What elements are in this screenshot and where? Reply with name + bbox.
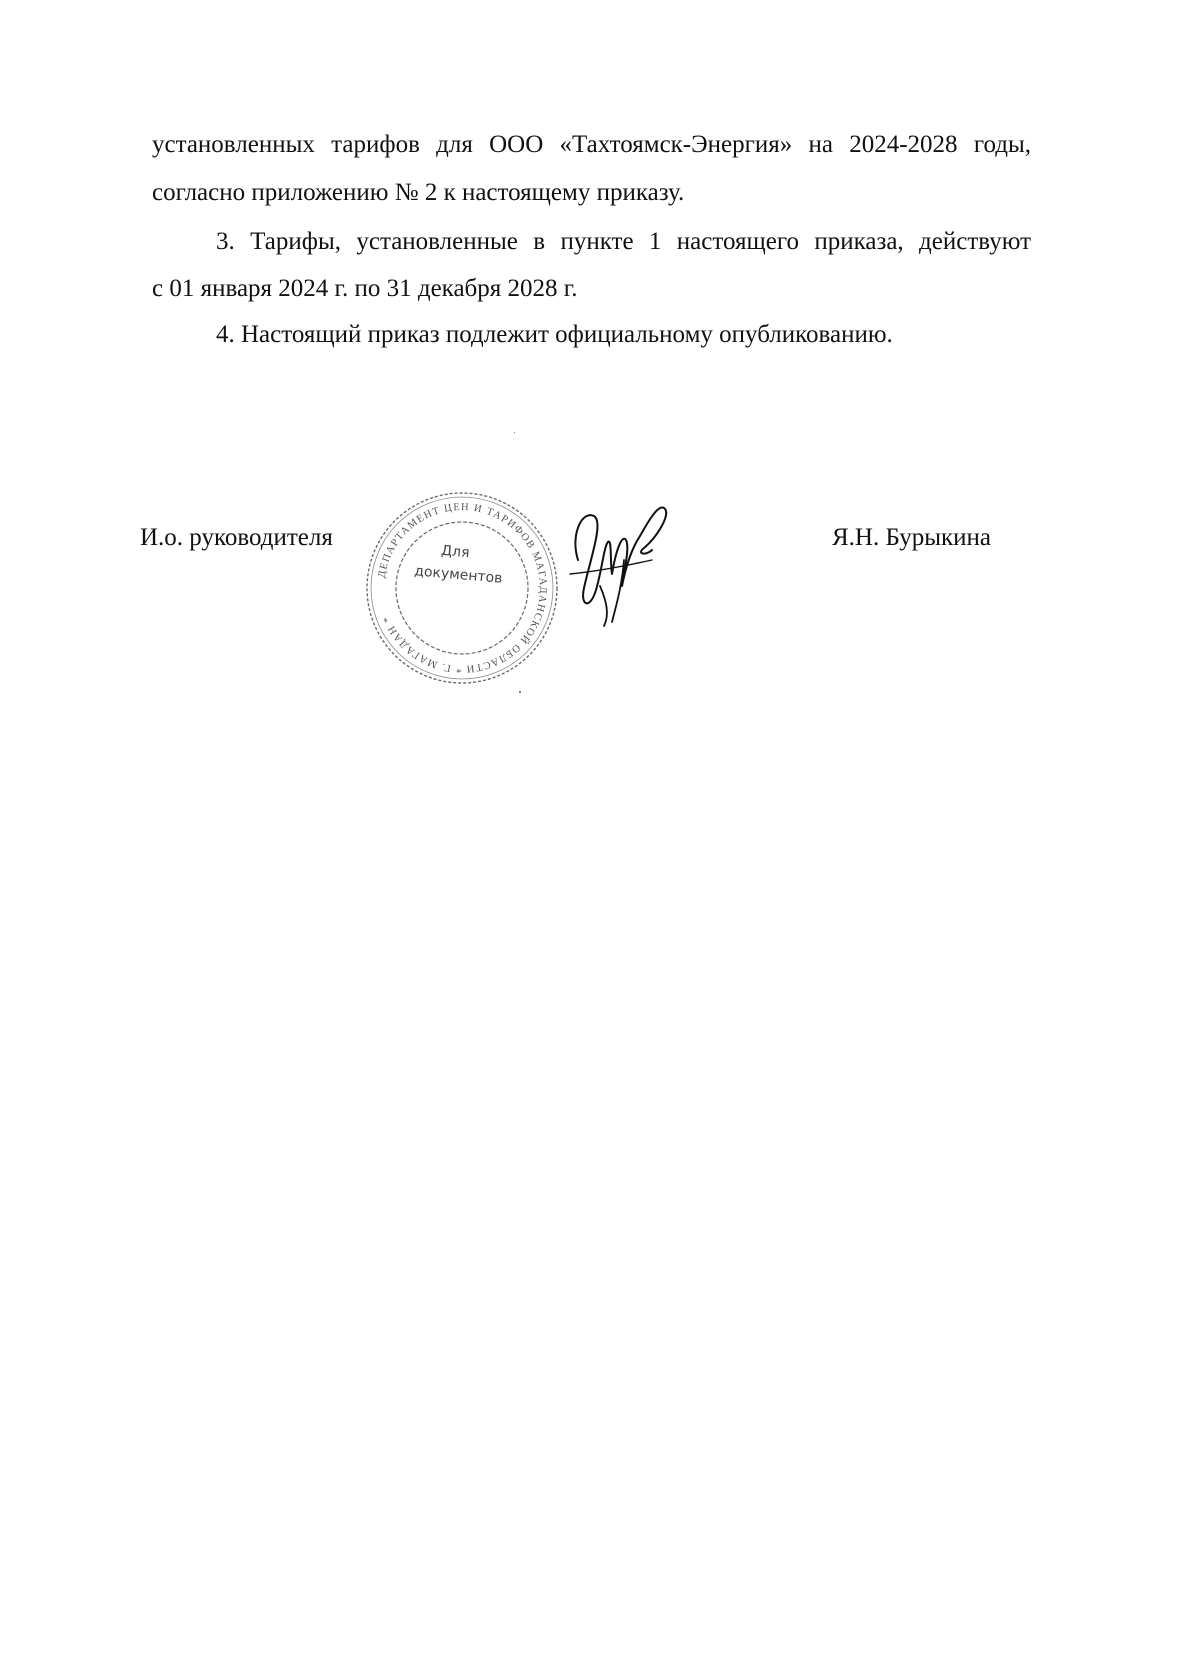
paragraph-3-line-2: с 01 января 2024 г. по 31 декабря 2028 г. [152,275,578,302]
stamp-ring-text: ДЕПАРТАМЕНТ ЦЕН И ТАРИФОВ МАГАДАНСКОЙ ОБЛАСТИ * Г. МАГАДАН * [376,501,549,675]
paragraph-4: 4. Настоящий приказ подлежит официальному опубликованию. [216,321,893,348]
paragraph-3-line-1: 3. Тарифы, установленные в пункте 1 настоящего приказа, действуют [216,228,1031,255]
official-stamp [362,488,562,688]
stamp-center-line-1: Для [440,542,471,562]
signer-position: И.о. руководителя [140,524,333,551]
paragraph-2-line-2: согласно приложению № 2 к настоящему приказу. [152,179,685,206]
scan-speck [514,432,515,433]
paragraph-2-line-1: установленных тарифов для ООО «Тахтоямск-Энергия» на 2024-2028 годы, [152,131,1031,158]
stamp-center-line-2: документов [413,563,504,587]
signer-name: Я.Н. Бурыкина [832,524,992,551]
handwritten-signature [560,490,680,630]
scan-speck [519,691,521,693]
